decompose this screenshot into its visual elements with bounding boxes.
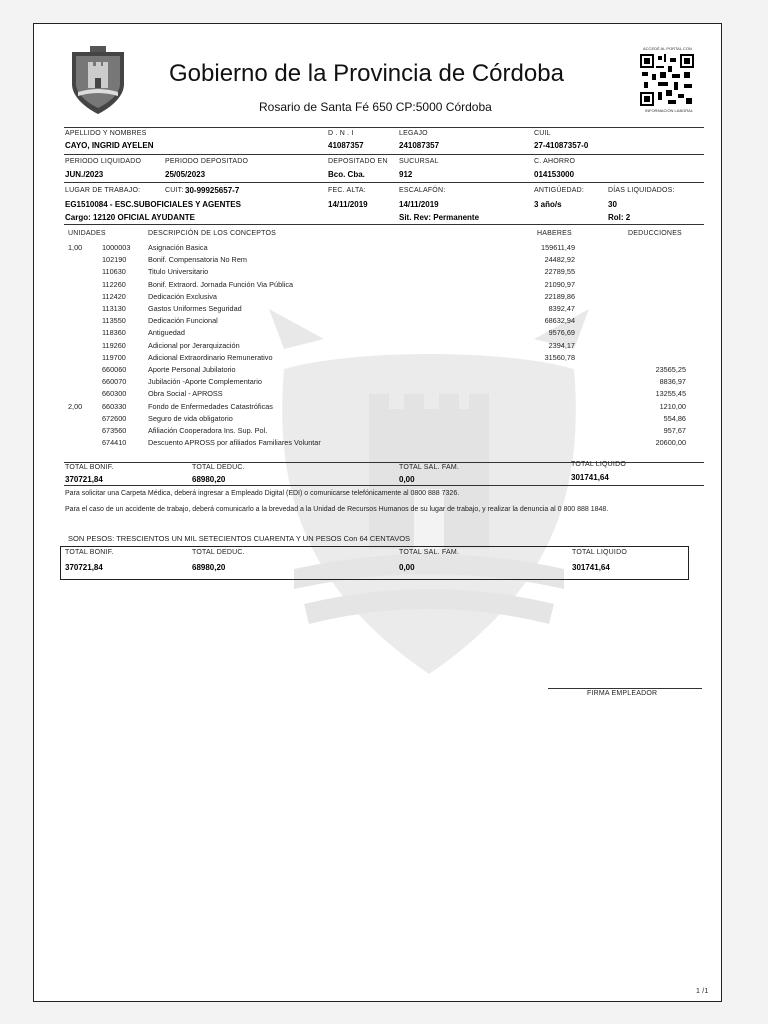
son-pesos-text: SON PESOS: TRESCIENTOS UN MIL SETECIENTOS CUARENTA Y UN PESOS Con 64 CENTAVOS <box>68 534 411 543</box>
row-description: Gastos Uniformes Seguridad <box>148 304 242 313</box>
periodo-depositado-value: 25/05/2023 <box>165 170 206 179</box>
antiguedad-label: ANTIGÜEDAD: <box>534 187 585 194</box>
cordoba-coat-of-arms-icon <box>68 44 128 116</box>
row-code: 102190 <box>102 255 127 265</box>
cargo-value: Cargo: 12120 OFICIAL AYUDANTE <box>65 213 195 222</box>
col-unidades: UNIDADES <box>68 230 106 237</box>
dias-liquidados-label: DÍAS LIQUIDADOS: <box>608 187 675 194</box>
row-code: 113130 <box>102 304 126 313</box>
row-description: Adicional Extraordinario Remunerativo <box>148 352 273 362</box>
row-haber: 21090,97 <box>544 279 575 289</box>
row-description: Dedicación Exclusiva <box>148 291 217 301</box>
row-code: 660070 <box>102 377 127 387</box>
row-code: 118360 <box>102 328 126 338</box>
box-total-liquido-value: 301741,64 <box>572 563 610 572</box>
qr-caption-top: ACCEDÉ AL PORTAL CON <box>643 46 692 51</box>
qr-caption-bottom: INFORMACIÓN LABORAL <box>645 108 694 113</box>
row-description: Seguro de vida obligatorio <box>148 413 233 423</box>
row-description: Bonif. Compensatoria No Rem <box>148 255 247 265</box>
fec-alta-label: FEC. ALTA: <box>328 187 366 194</box>
row-code: 660060 <box>102 365 127 374</box>
legajo-label: LEGAJO <box>399 130 428 137</box>
row-deduccion: 1210,00 <box>659 401 686 411</box>
escalafon-label: ESCALAFÓN: <box>399 187 446 194</box>
row-haber: 24482,92 <box>544 255 575 265</box>
row-description: Titulo Universitario <box>148 267 209 277</box>
row-deduccion: 957,67 <box>663 426 686 435</box>
qr-code-icon[interactable] <box>640 54 694 106</box>
castle-watermark-icon <box>264 289 594 679</box>
row-code: 660300 <box>102 389 127 399</box>
cuil-value: 27-41087357-0 <box>534 141 589 150</box>
row-code: 674410 <box>102 438 127 448</box>
row-description: Bonif. Extraord. Jornada Función Via Pública <box>148 279 294 289</box>
row-code: 660330 <box>102 401 127 411</box>
row-unidades: 2,00 <box>68 401 83 411</box>
row-description: Jubilación -Aporte Complementario <box>148 377 262 387</box>
note-accidente: Para el caso de un accidente de trabajo, deberá comunicarlo a la brevedad a la Unidad de Recursos Humanos de su lugar de trabajo, y realizar la denuncia al 0 800 888 1848. <box>65 506 609 513</box>
page-subtitle: Rosario de Santa Fé 650 CP:5000 Córdoba <box>259 100 492 114</box>
cuil-label: CUIL <box>534 130 551 137</box>
col-haberes: HABERES <box>537 230 572 237</box>
row-description: Fondo de Enfermedades Catastróficas <box>148 401 273 411</box>
depositado-en-value: Bco. Cba. <box>328 170 365 179</box>
col-descripcion: DESCRIPCIÓN DE LOS CONCEPTOS <box>148 230 276 237</box>
row-haber: 159611,49 <box>541 243 575 252</box>
box-total-bonif-value: 370721,84 <box>65 563 103 572</box>
firma-empleador-label: FIRMA EMPLEADOR <box>587 690 658 697</box>
row-code: 112420 <box>102 291 126 301</box>
periodo-liquidado-label: PERIODO LIQUIDADO <box>65 158 142 165</box>
row-description: Afiliación Cooperadora Ins. Sup. Pol. <box>148 426 268 435</box>
row-code: 673560 <box>102 426 127 435</box>
total-salfam-label: TOTAL SAL. FAM. <box>399 464 460 471</box>
row-description: Obra Social - APROSS <box>148 389 223 399</box>
employee-name: CAYO, INGRID AYELEN <box>65 141 154 150</box>
row-description: Aporte Personal Jubilatorio <box>148 365 236 374</box>
total-deduc-value: 68980,20 <box>192 475 226 484</box>
ahorro-label: C. AHORRO <box>534 158 576 165</box>
box-total-bonif-label: TOTAL BONIF. <box>65 549 114 556</box>
row-haber: 68632,94 <box>544 316 575 326</box>
sucursal-value: 912 <box>399 170 413 179</box>
legajo-value: 241087357 <box>399 141 440 150</box>
row-haber: 2394,17 <box>548 340 575 350</box>
antiguedad-value: 3 año/s <box>534 200 562 209</box>
row-deduccion: 20600,00 <box>655 438 686 448</box>
row-haber: 31560,78 <box>544 352 575 362</box>
lugar-trabajo-label: LUGAR DE TRABAJO: <box>65 187 141 194</box>
box-total-salfam-value: 0,00 <box>399 563 415 572</box>
periodo-liquidado-value: JUN./2023 <box>65 170 104 179</box>
col-deducciones: DEDUCCIONES <box>628 230 682 237</box>
row-haber: 22189,86 <box>544 291 575 301</box>
row-deduccion: 554,86 <box>663 413 686 423</box>
box-total-deduc-label: TOTAL DEDUC. <box>192 549 245 556</box>
row-haber: 22789,55 <box>544 267 575 277</box>
box-total-liquido-label: TOTAL LIQUIDO <box>572 549 627 556</box>
escalafon-value: 14/11/2019 <box>399 200 439 209</box>
box-total-deduc-value: 68980,20 <box>192 563 226 572</box>
total-deduc-label: TOTAL DEDUC. <box>192 464 245 471</box>
row-deduccion: 23565,25 <box>655 365 686 374</box>
row-unidades: 1,00 <box>68 243 83 252</box>
total-bonif-label: TOTAL BONIF. <box>65 464 114 471</box>
total-salfam-value: 0,00 <box>399 475 415 484</box>
row-code: 119260 <box>102 340 126 350</box>
name-label: APELLIDO Y NOMBRES <box>65 130 147 137</box>
row-code: 1000003 <box>102 243 131 252</box>
sucursal-label: SUCURSAL <box>399 158 439 165</box>
row-haber: 8392,47 <box>548 304 575 313</box>
row-description: Descuento APROSS por afiliados Familiares Voluntar <box>148 438 321 448</box>
row-code: 112260 <box>102 279 126 289</box>
row-haber: 9576,69 <box>548 328 575 338</box>
row-description: Asignación Basica <box>148 243 208 252</box>
ahorro-value: 014153000 <box>534 170 575 179</box>
row-code: 110630 <box>102 267 126 277</box>
cuit-label: CUIT: <box>165 187 184 194</box>
row-description: Antiguedad <box>148 328 185 338</box>
dni-value: 41087357 <box>328 141 364 150</box>
page-number: 1 /1 <box>696 988 709 995</box>
note-carpeta-medica: Para solicitar una Carpeta Médica, deberá ingresar a Empleado Digital (EDI) o comunicarse telefónicamente al 0800 888 7326. <box>65 490 460 497</box>
cuit-value: 30-99925657-7 <box>185 186 240 195</box>
total-bonif-value: 370721,84 <box>65 475 103 484</box>
row-description: Dedicación Funcional <box>148 316 218 326</box>
row-code: 672600 <box>102 413 127 423</box>
depositado-en-label: DEPOSITADO EN <box>328 158 388 165</box>
page-title: Gobierno de la Provincia de Córdoba <box>169 60 564 87</box>
row-deduccion: 13255,45 <box>655 389 686 399</box>
row-description: Adicional por Jerarquización <box>148 340 240 350</box>
lugar-trabajo-value: EG1510084 - ESC.SUBOFICIALES Y AGENTES <box>65 200 241 209</box>
box-total-salfam-label: TOTAL SAL. FAM. <box>399 549 460 556</box>
total-liquido-value: 301741,64 <box>571 473 609 482</box>
sit-rev-value: Sit. Rev: Permanente <box>399 213 480 222</box>
row-code: 119700 <box>102 352 126 362</box>
total-liquido-label: TOTAL LIQUIDO <box>571 461 626 468</box>
periodo-depositado-label: PERIODO DEPOSITADO <box>165 158 249 165</box>
row-code: 113550 <box>102 316 126 326</box>
rol-value: Rol: 2 <box>608 213 631 222</box>
dias-liquidados-value: 30 <box>608 200 617 209</box>
payslip-sheet <box>33 23 722 1002</box>
fec-alta-value: 14/11/2019 <box>328 200 368 209</box>
dni-label: D . N . I <box>328 130 354 137</box>
row-deduccion: 8836,97 <box>659 377 686 387</box>
